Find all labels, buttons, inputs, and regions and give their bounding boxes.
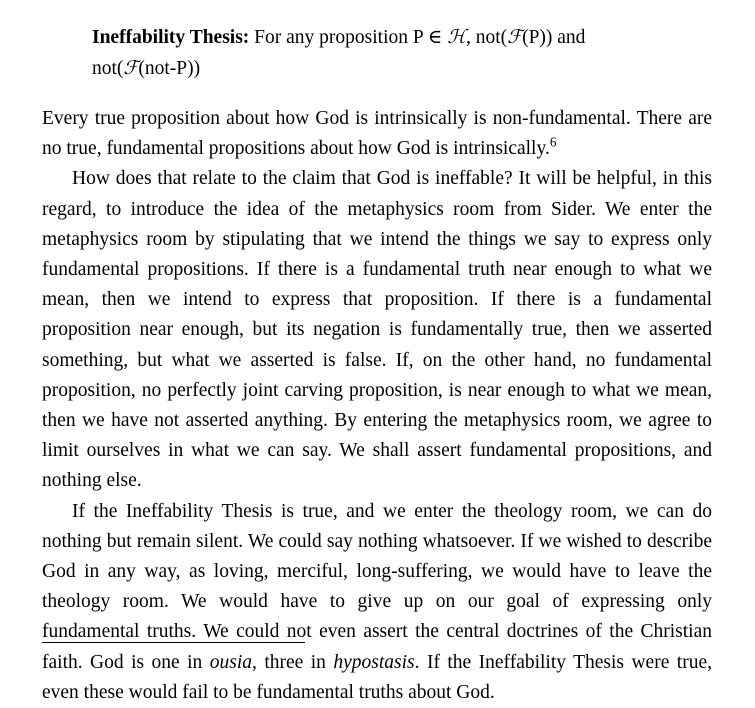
thesis-label: Ineffability Thesis: xyxy=(92,27,250,48)
paragraph-3-segment-3: . If the Ineffability Thesis were true, even these would fail to be fundamental truths about God. xyxy=(42,651,712,703)
paragraph-3 xyxy=(42,497,712,708)
paragraph-3-segment-2: , three in xyxy=(252,651,334,673)
page-content xyxy=(42,0,712,708)
footnote-separator-rule xyxy=(42,642,305,643)
script-p-symbol: ℋ xyxy=(447,26,466,48)
thesis-line2-part2: (not-P)) xyxy=(138,58,201,79)
paragraph-1 xyxy=(42,104,712,164)
script-f-symbol-2: ℱ xyxy=(123,57,139,79)
paragraph-1-text: Every true proposition about how God is intrinsically is non-fundamental. There are no true, fundamental propositions about how God is intrinsically. xyxy=(42,108,712,160)
thesis-line2-part1: and not( xyxy=(92,27,586,79)
thesis-line1-part1: For any proposition P xyxy=(254,27,428,48)
thesis-line1-part2: , not( xyxy=(465,27,508,48)
element-of-symbol: ∈ xyxy=(427,27,443,48)
paragraph-2: How does that relate to the claim that God is ineffable? It will be helpful, in this regard, to introduce the idea of the metaphysics room from Sider. We enter the metaphysics room by stipulating that we intend the things we say to express only fundamental propositions. If there is a fundamental truth near enough to what we mean, then we intend to express that proposition. If there is a fundamental proposition near enough, but its negation is fundamentally true, then we asserted something, but what we asserted is false. If, on the other hand, no fundamental proposition, no perfectly joint carving proposition, is near enough to what we mean, then we have not asserted anything. By entering the metaphysics room, we agree to limit ourselves in what we can say. We shall assert fundamental propositions, and nothing else. xyxy=(42,168,712,492)
ineffability-thesis-block xyxy=(42,22,662,84)
paragraph-3-segment-1: If the Ineffability Thesis is true, and we enter the theology room, we can do nothing but remain silent. We could say nothing whatsoever. If we wished to describe God in any way, as loving, merciful, long-suffering, we would have to leave the theology room. We would have to give up on our goal of expressing only fundamental truths. We could not even assert the central doctrines of the Christian faith. God is one in xyxy=(42,500,712,673)
footnote-reference-6[interactable]: 6 xyxy=(549,134,557,150)
thesis-line1-part3: (P)) xyxy=(522,27,553,48)
script-f-symbol-1: ℱ xyxy=(507,26,523,48)
italic-term-ousia: ousia xyxy=(209,651,253,673)
italic-term-hypostasis: hypostasis xyxy=(333,651,415,673)
